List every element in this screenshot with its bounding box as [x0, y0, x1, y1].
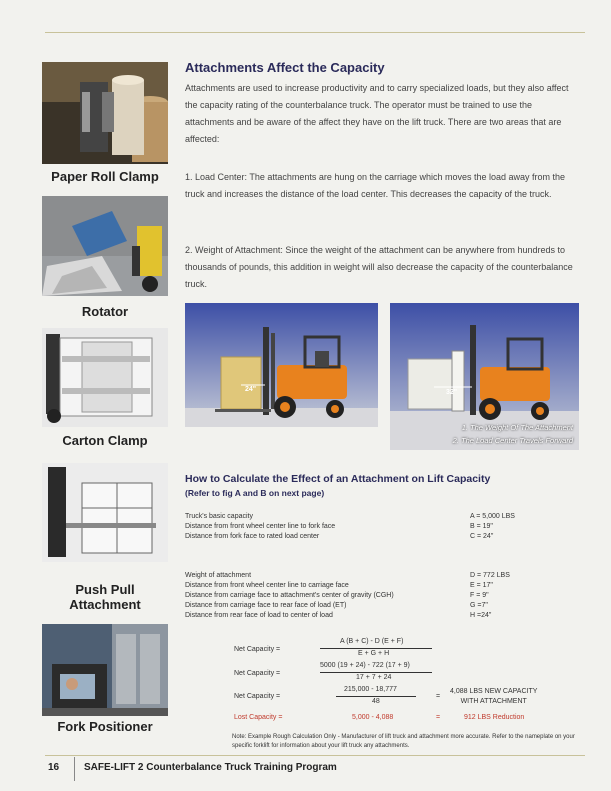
top-rule — [45, 32, 585, 33]
new-capacity-line-1: 4,088 LBS NEW CAPACITY — [450, 688, 538, 695]
formula-numerator-3: 215,000 - 18,777 — [344, 686, 397, 693]
fraction-line-3 — [336, 696, 416, 697]
weight-paragraph: 2. Weight of Attachment: Since the weight of the attachment can be anywhere from hundreds to thousands of pounds, this addition in weight will also decrease the capacity of the counterbalance truck. — [185, 245, 573, 289]
equals-sign: = — [436, 693, 441, 700]
new-capacity-result — [450, 687, 537, 707]
calc-subheading: (Refer to fig A and B on next page) — [185, 488, 325, 498]
lost-equals-sign: = — [436, 714, 441, 721]
load-center-label: 2. The Load Center Travels Forward — [452, 436, 573, 445]
row-value: A = 5,000 LBS — [470, 513, 515, 520]
formula-denominator-3: 48 — [372, 698, 380, 705]
formula-denominator-1: E + G + H — [358, 650, 390, 657]
caption-push-pull-text: Push Pull Attachment — [69, 582, 141, 612]
net-capacity-label-3: Net Capacity = — [234, 693, 281, 700]
push-pull-photo — [42, 463, 168, 562]
bottom-rule — [45, 755, 585, 756]
calc-heading: How to Calculate the Effect of an Attachment on Lift Capacity — [185, 473, 491, 485]
forklift-figure-standard — [185, 303, 378, 427]
group2-labels — [185, 571, 394, 621]
row-label: Weight of attachment — [185, 572, 252, 579]
footer-separator — [74, 757, 75, 781]
calc-note: Note: Example Rough Calculation Only - Manufacturer of lift truck and attachment more accurate. Refer to the nameplate on your specific forklift for information about your lift truck any attachments. — [232, 734, 575, 749]
row-label: Distance from front wheel center line to carriage face — [185, 582, 349, 589]
fraction-line-1 — [320, 648, 432, 649]
lost-capacity-expression: 5,000 - 4,088 — [352, 714, 394, 721]
caption-paper-roll-clamp: Paper Roll Clamp — [51, 169, 159, 184]
row-value: E = 17" — [470, 582, 493, 589]
forklift-figure-attachment — [390, 303, 579, 450]
fork-positioner-photo — [42, 624, 168, 716]
caption-carton-clamp: Carton Clamp — [62, 433, 148, 448]
group2-values — [470, 571, 510, 621]
carton-clamp-photo — [42, 328, 168, 427]
lost-capacity-label: Lost Capacity = — [234, 714, 283, 721]
attachment-weight-label: 1. The Weight Of The Attachment — [461, 423, 573, 432]
dimension-label-24: 24" — [245, 386, 257, 393]
net-capacity-label-2: Net Capacity = — [234, 670, 281, 677]
row-value: H =24" — [470, 612, 492, 619]
load-center-paragraph: 1. Load Center: The attachments are hung on the carriage which moves the load away from the truck and increases the distance of the load center. This decreases the capacity of the truck. — [185, 172, 566, 199]
row-label: Distance from front wheel center line to fork face — [185, 523, 336, 530]
row-label: Distance from carriage face to attachment's center of gravity (CGH) — [185, 592, 394, 599]
formula-numerator-2: 5000 (19 + 24) - 722 (17 + 9) — [320, 662, 410, 669]
caption-rotator: Rotator — [81, 304, 129, 319]
caption-fork-positioner: Fork Positioner — [57, 719, 153, 734]
lost-capacity-result: 912 LBS Reduction — [464, 714, 525, 721]
rotator-photo — [42, 196, 168, 296]
paper-roll-clamp-photo — [42, 62, 168, 164]
row-value: F = 9" — [470, 592, 489, 599]
page-title: Attachments Affect the Capacity — [185, 60, 385, 75]
row-label: Distance from rear face of load to center of load — [185, 612, 333, 619]
row-label: Distance from fork face to rated load center — [185, 533, 320, 540]
row-value: C = 24" — [470, 533, 494, 540]
formula-numerator-1: A (B + C) - D (E + F) — [340, 638, 404, 645]
fraction-line-2 — [320, 672, 432, 673]
row-label: Truck's basic capacity — [185, 513, 253, 520]
page-number: 16 — [48, 762, 60, 773]
group1-labels — [185, 512, 335, 542]
row-value: G =7" — [470, 602, 488, 609]
row-label: Distance from carriage face to rear face of load (ET) — [185, 602, 347, 609]
dimension-label-32: 32" — [446, 389, 458, 396]
intro-paragraph: Attachments are used to increase productivity and to carry specialized loads, but they also affect the capacity rating of the counterbalance truck. The operator must be trained to use the attachments and be aware of the affect they have on the lift truck. There are two areas that are affected: — [185, 83, 569, 144]
formula-denominator-2: 17 + 7 + 24 — [356, 674, 392, 681]
footer-title: SAFE-LIFT 2 Counterbalance Truck Training Program — [84, 762, 337, 773]
row-value: B = 19" — [470, 523, 493, 530]
caption-push-pull — [42, 582, 168, 612]
net-capacity-label-1: Net Capacity = — [234, 646, 281, 653]
row-value: D = 772 LBS — [470, 572, 510, 579]
new-capacity-line-2: WITH ATTACHMENT — [460, 698, 527, 705]
group1-values — [470, 512, 515, 542]
